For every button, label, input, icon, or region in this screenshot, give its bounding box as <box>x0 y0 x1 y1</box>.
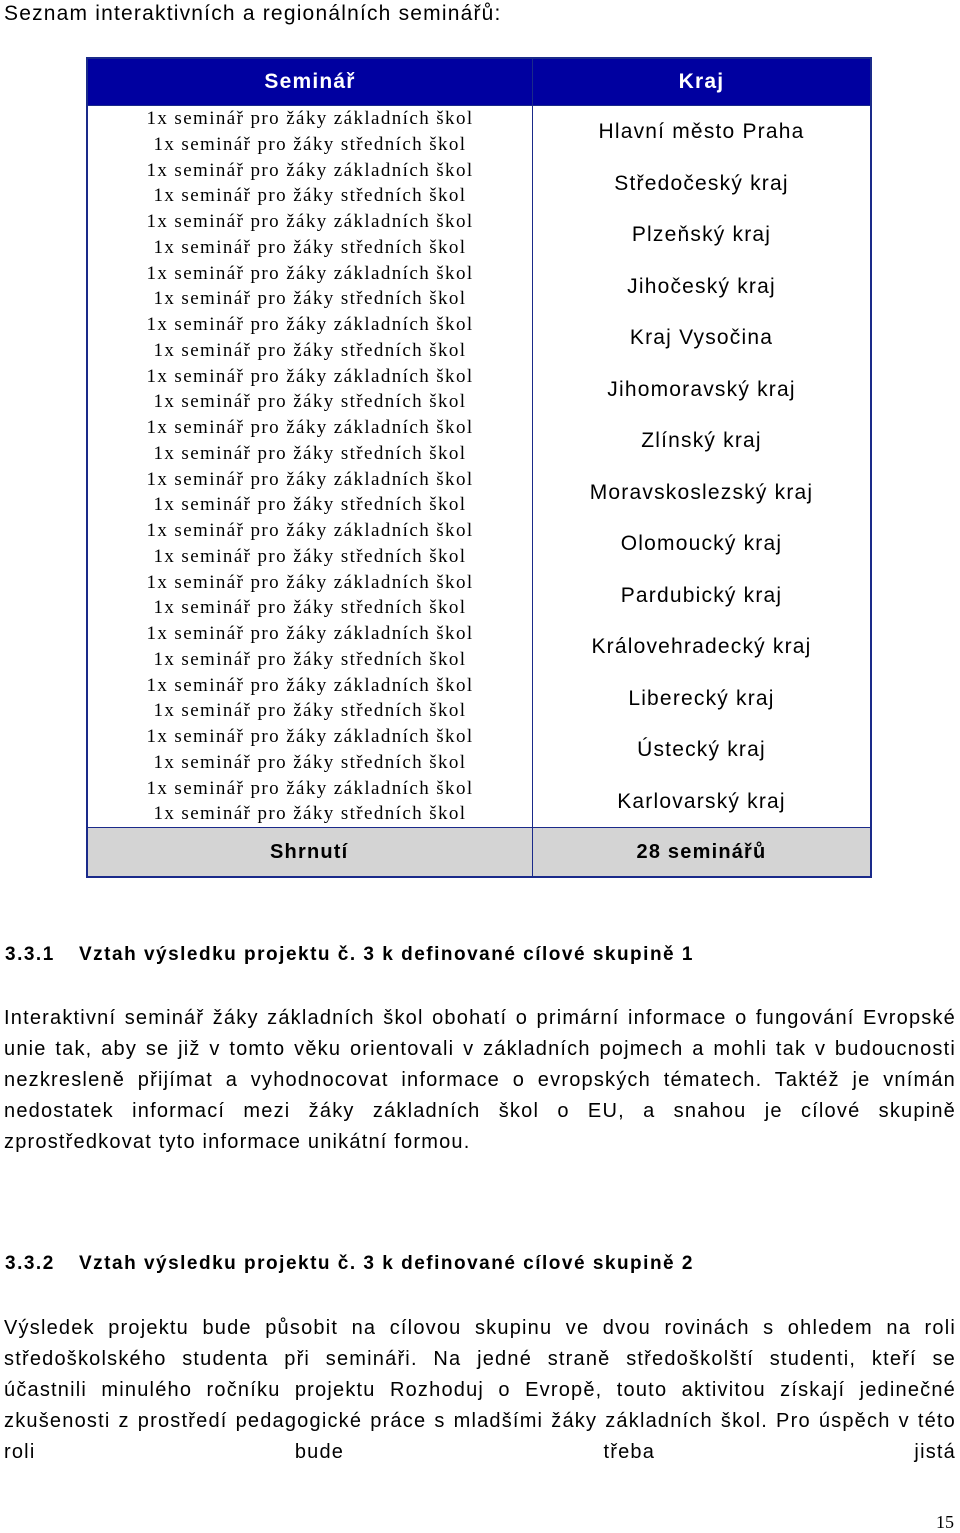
intro-heading: Seznam interaktivních a regionálních seminářů: <box>4 2 502 25</box>
section-heading-2 <box>5 1253 694 1275</box>
page-number: 15 <box>936 1512 954 1532</box>
section-number-2: 3.3.2 <box>5 1253 55 1274</box>
table-row <box>87 209 871 261</box>
table-row <box>87 261 871 313</box>
seminar-basic-school: 1x seminář pro žáky základních škol <box>146 623 474 645</box>
table-row <box>87 364 871 416</box>
header-seminar: Seminář <box>87 58 533 106</box>
seminar-basic-school: 1x seminář pro žáky základních škol <box>146 726 474 748</box>
seminar-secondary-school: 1x seminář pro žáky středních škol <box>153 494 467 516</box>
region-cell: Hlavní město Praha <box>533 106 872 158</box>
table-body <box>87 106 871 828</box>
region-cell: Pardubický kraj <box>533 570 872 622</box>
table-row <box>87 570 871 622</box>
seminar-secondary-school: 1x seminář pro žáky středních škol <box>153 751 467 773</box>
region-cell: Kraj Vysočina <box>533 312 872 364</box>
region-cell: Ústecký kraj <box>533 724 872 776</box>
seminar-basic-school: 1x seminář pro žáky základních škol <box>146 108 474 130</box>
seminar-basic-school: 1x seminář pro žáky základních škol <box>146 365 474 387</box>
table-row <box>87 467 871 519</box>
seminar-cell <box>87 261 533 313</box>
region-cell: Středočeský kraj <box>533 158 872 210</box>
seminar-basic-school: 1x seminář pro žáky základních škol <box>146 211 474 233</box>
summary-value: 28 seminářů <box>533 828 872 878</box>
seminar-basic-school: 1x seminář pro žáky základních škol <box>146 674 474 696</box>
seminar-secondary-school: 1x seminář pro žáky středních škol <box>153 442 467 464</box>
summary-row <box>87 828 871 878</box>
table-row <box>87 518 871 570</box>
region-cell: Olomoucký kraj <box>533 518 872 570</box>
header-region: Kraj <box>533 58 872 106</box>
table-row <box>87 312 871 364</box>
table-row <box>87 724 871 776</box>
table-header-row <box>87 58 871 106</box>
region-cell: Moravskoslezský kraj <box>533 467 872 519</box>
section-title-2: Vztah výsledku projektu č. 3 k definované cílové skupině 2 <box>79 1253 694 1274</box>
section-heading-1 <box>5 944 694 966</box>
section-paragraph-1: Interaktivní seminář žáky základních škol obohatí o primární informace o fungování Evropské unie tak, aby se již v tomto věku orientovali v základních pojmech a mohli tak v budoucnosti nezkresleně přijímat a vyhodnocovat informace o evropských tématech. Taktéž je vnímán nedostatek informací mezi žáky základních škol o EU, a snahou je cílové skupině zprostředkovat tyto informace unikátní formou. <box>4 1007 956 1153</box>
seminar-cell <box>87 106 533 158</box>
seminar-cell <box>87 570 533 622</box>
seminar-cell <box>87 673 533 725</box>
seminar-secondary-school: 1x seminář pro žáky středních škol <box>153 597 467 619</box>
seminar-cell <box>87 209 533 261</box>
section-title-1: Vztah výsledku projektu č. 3 k definované cílové skupině 1 <box>79 944 694 965</box>
seminar-secondary-school: 1x seminář pro žáky středních škol <box>153 648 467 670</box>
seminar-basic-school: 1x seminář pro žáky základních škol <box>146 468 474 490</box>
region-cell: Zlínský kraj <box>533 415 872 467</box>
seminar-basic-school: 1x seminář pro žáky základních škol <box>146 777 474 799</box>
seminar-secondary-school: 1x seminář pro žáky středních škol <box>153 700 467 722</box>
seminar-basic-school: 1x seminář pro žáky základních škol <box>146 159 474 181</box>
region-cell: Královehradecký kraj <box>533 621 872 673</box>
seminar-cell <box>87 312 533 364</box>
seminar-cell <box>87 415 533 467</box>
seminar-cell <box>87 158 533 210</box>
table-row <box>87 158 871 210</box>
seminar-basic-school: 1x seminář pro žáky základních škol <box>146 520 474 542</box>
seminar-table <box>86 57 872 878</box>
seminar-secondary-school: 1x seminář pro žáky středních škol <box>153 391 467 413</box>
region-cell: Liberecký kraj <box>533 673 872 725</box>
seminar-secondary-school: 1x seminář pro žáky středních škol <box>153 545 467 567</box>
seminar-secondary-school: 1x seminář pro žáky středních škol <box>153 339 467 361</box>
table-row <box>87 621 871 673</box>
seminar-secondary-school: 1x seminář pro žáky středních škol <box>153 803 467 825</box>
seminar-cell <box>87 467 533 519</box>
seminar-secondary-school: 1x seminář pro žáky středních škol <box>153 288 467 310</box>
region-cell: Karlovarský kraj <box>533 776 872 828</box>
seminar-basic-school: 1x seminář pro žáky základních škol <box>146 314 474 336</box>
table-row <box>87 106 871 158</box>
table-row <box>87 673 871 725</box>
summary-label: Shrnutí <box>87 828 533 878</box>
section-paragraph-2: Výsledek projektu bude působit na cílovou skupinu ve dvou rovinách s ohledem na roli středoškolského studenta při semináři. Na jedné straně středoškolští studenti, kteří se účastnili minulého ročníku projektu Rozhoduj o Evropě, touto aktivitou získají jedinečné zkušenosti z prostředí pedagogické práce s mladšími žáky základních škol. Pro úspěch v této roli bude třeba jistá <box>4 1317 956 1463</box>
table-row <box>87 776 871 828</box>
seminar-cell <box>87 776 533 828</box>
seminar-secondary-school: 1x seminář pro žáky středních škol <box>153 236 467 258</box>
region-cell: Jihočeský kraj <box>533 261 872 313</box>
table-row <box>87 415 871 467</box>
section-number-1: 3.3.1 <box>5 944 55 965</box>
seminar-basic-school: 1x seminář pro žáky základních škol <box>146 571 474 593</box>
region-cell: Plzeňský kraj <box>533 209 872 261</box>
seminar-cell <box>87 518 533 570</box>
seminar-cell <box>87 364 533 416</box>
seminar-cell <box>87 724 533 776</box>
seminar-basic-school: 1x seminář pro žáky základních škol <box>146 262 474 284</box>
seminar-cell <box>87 621 533 673</box>
region-cell: Jihomoravský kraj <box>533 364 872 416</box>
seminar-basic-school: 1x seminář pro žáky základních škol <box>146 417 474 439</box>
seminar-secondary-school: 1x seminář pro žáky středních škol <box>153 185 467 207</box>
seminar-secondary-school: 1x seminář pro žáky středních škol <box>153 133 467 155</box>
